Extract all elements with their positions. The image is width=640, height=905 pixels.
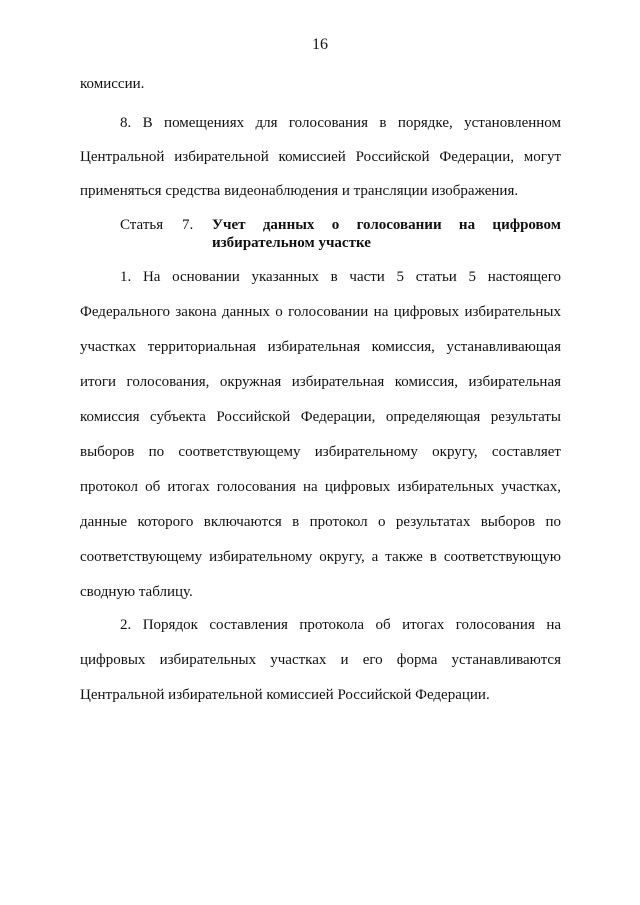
paragraph-line: протокол об итогах голосования на цифровых избирательных участках, <box>80 479 561 495</box>
paragraph-line: 1. На основании указанных в части 5 статьи 5 настоящего <box>120 269 561 285</box>
paragraph-line: Центральной избирательной комиссией Российской Федерации. <box>80 687 490 703</box>
paragraph-line: применяться средства видеонаблюдения и трансляции изображения. <box>80 183 519 199</box>
paragraph-line: участках территориальная избирательная комиссия, устанавливающая <box>80 339 561 355</box>
paragraph-line: 2. Порядок составления протокола об итогах голосования на <box>120 617 561 633</box>
paragraph-line: комиссии. <box>80 76 145 92</box>
article-number: 7. <box>182 217 194 233</box>
article-title-line: избирательном участке <box>212 235 371 251</box>
paragraph-line: Федерального закона данных о голосовании на цифровых избирательных <box>80 304 561 320</box>
page-number: 16 <box>312 36 328 53</box>
paragraph-line: 8. В помещениях для голосования в порядке, установленном <box>120 115 561 131</box>
paragraph-line: итоги голосования, окружная избирательная комиссия, избирательная <box>80 374 561 390</box>
paragraph-line: выборов по соответствующему избирательному округу, составляет <box>80 444 561 460</box>
article-title-line: Учет данных о голосовании на цифровом <box>212 217 561 233</box>
paragraph-line: данные которого включаются в протокол о результатах выборов по <box>80 514 561 530</box>
article-label: Статья <box>120 217 164 233</box>
paragraph-line: комиссия субъекта Российской Федерации, определяющая результаты <box>80 409 561 425</box>
paragraph-line: Центральной избирательной комиссией Российской Федерации, могут <box>80 149 561 165</box>
paragraph-line: цифровых избирательных участках и его форма устанавливаются <box>80 652 561 668</box>
paragraph-line: соответствующему избирательному округу, а также в соответствующую <box>80 549 561 565</box>
paragraph-line: сводную таблицу. <box>80 584 193 600</box>
article-title <box>212 216 561 252</box>
